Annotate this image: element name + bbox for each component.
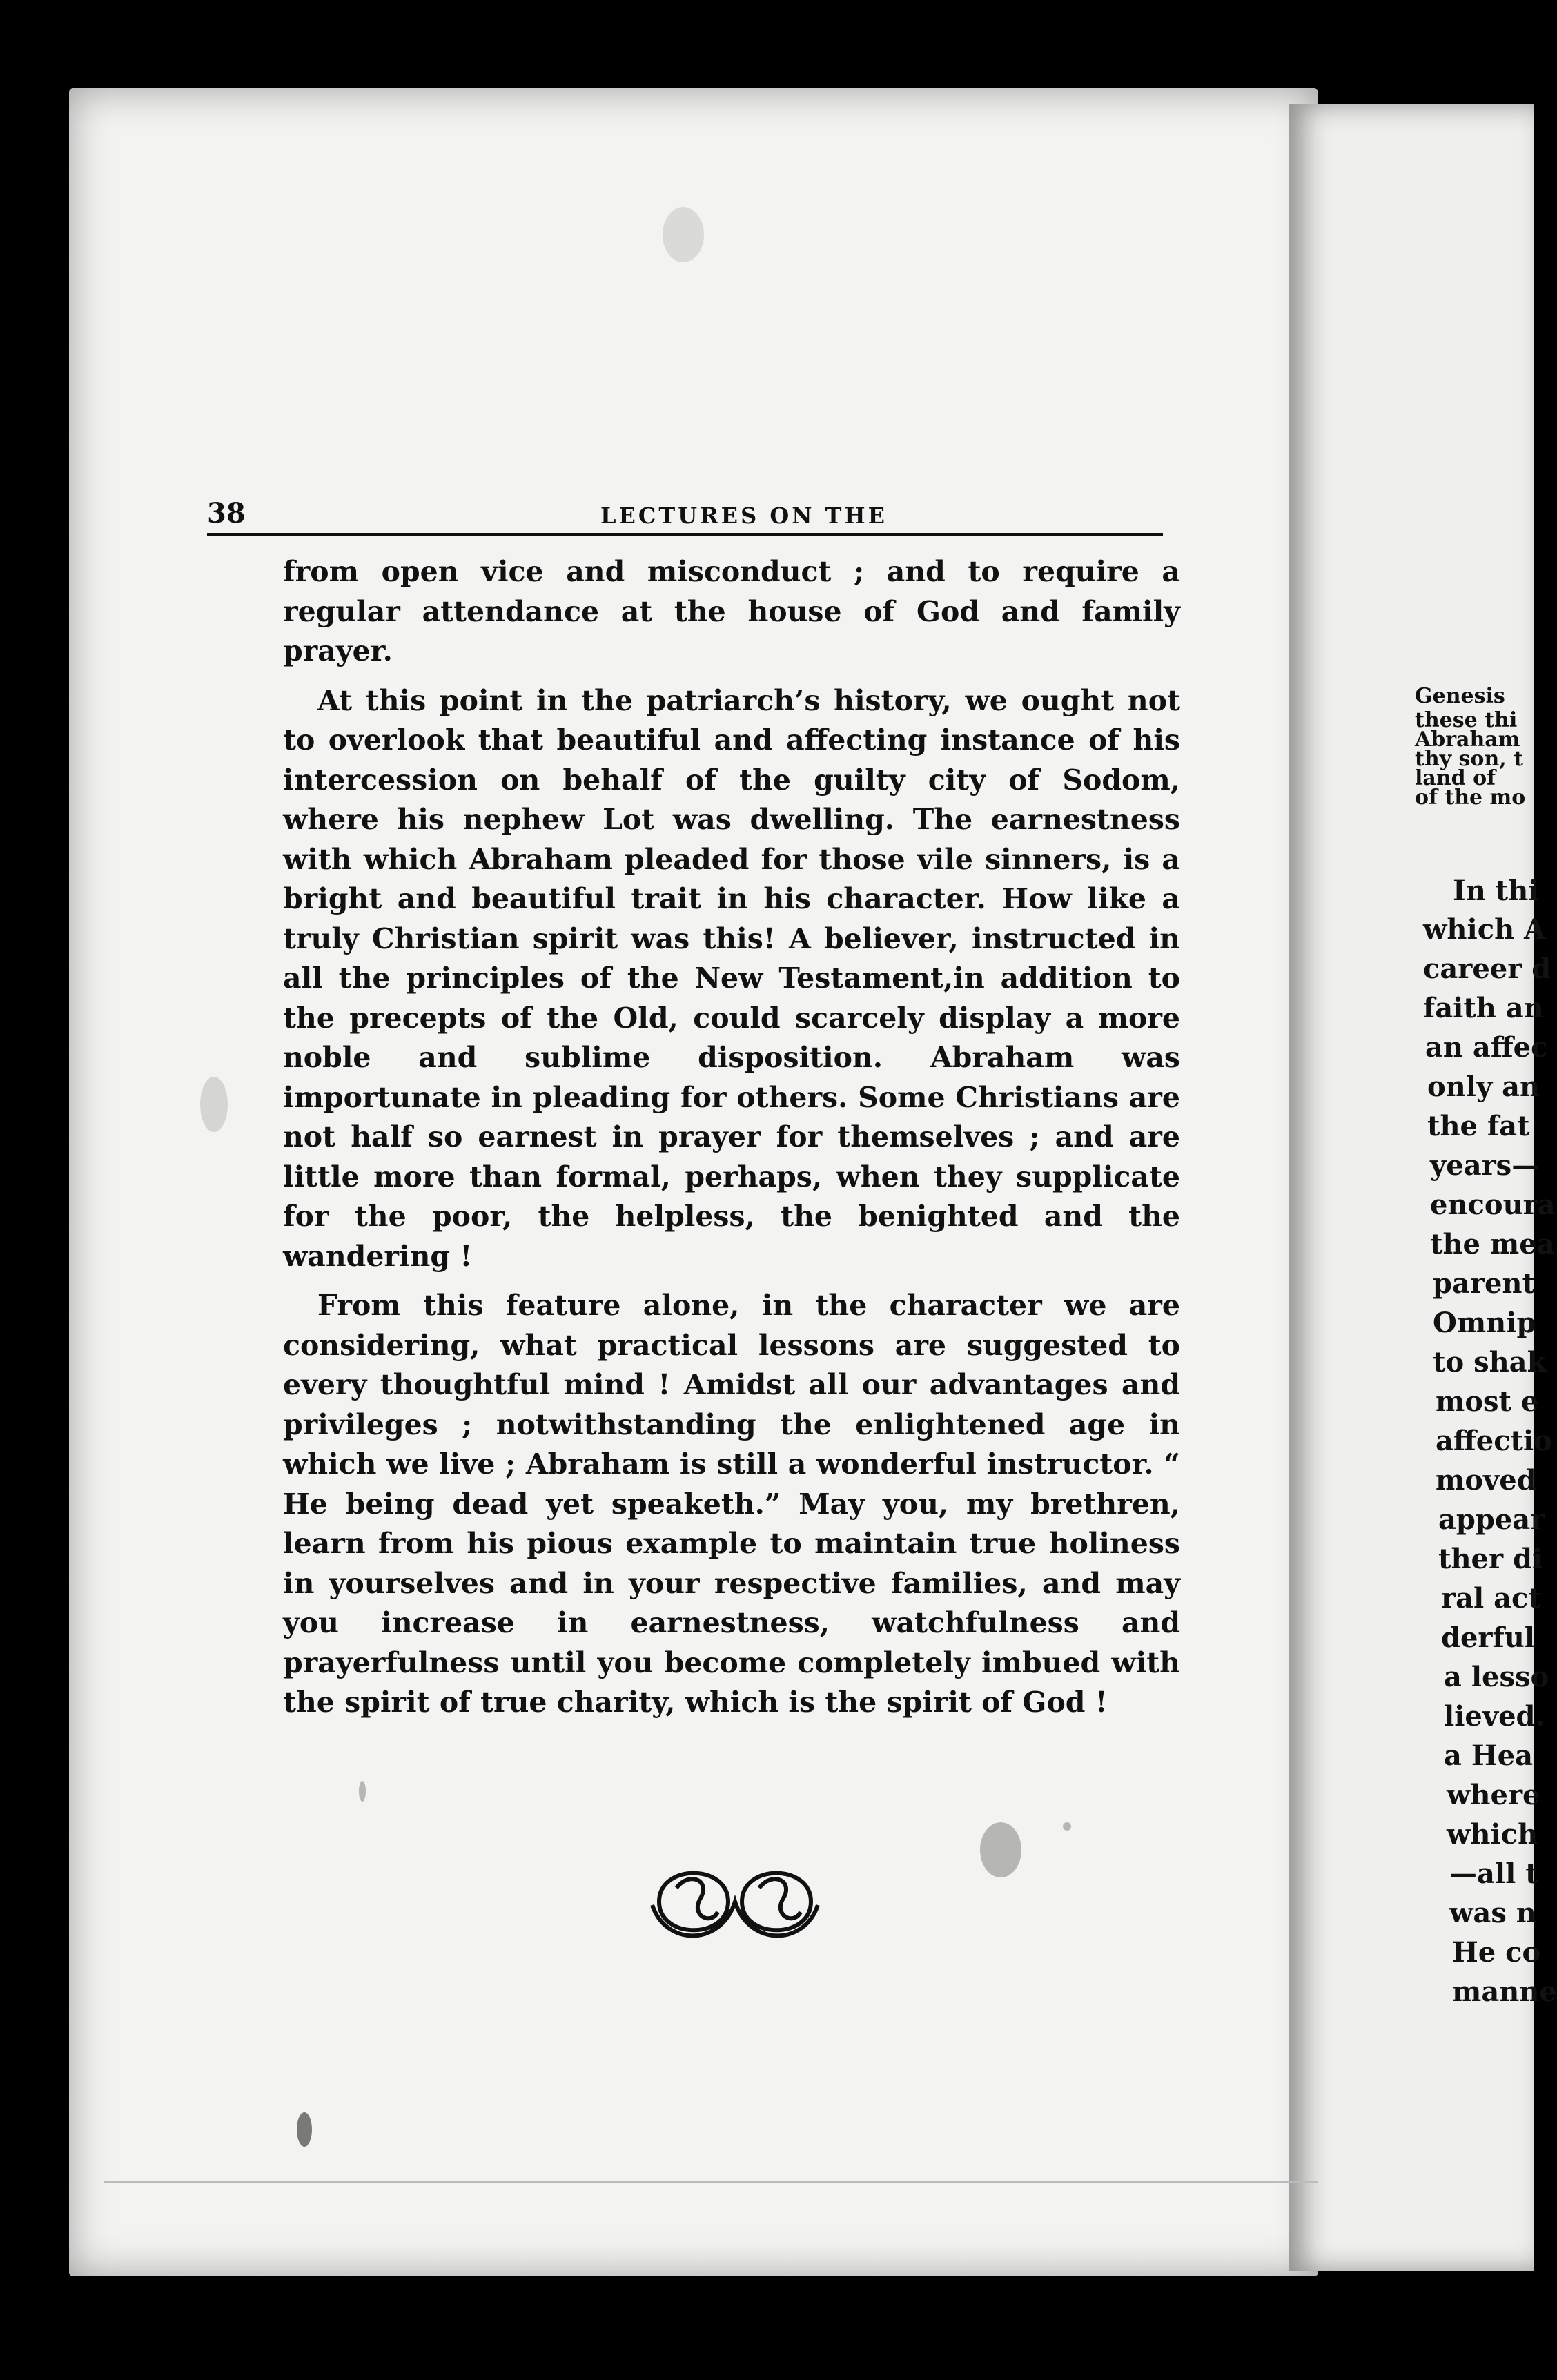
margin-fragment: career d (1423, 953, 1551, 985)
margin-fragment: to shak (1433, 1346, 1547, 1378)
margin-fragment: which (1447, 1818, 1538, 1851)
margin-fragment: land of (1415, 766, 1496, 790)
end-ornament (638, 1850, 832, 1953)
margin-fragment: In thi (1453, 875, 1539, 907)
ink-speck (297, 2112, 312, 2147)
margin-fragment: years— (1430, 1149, 1540, 1182)
margin-fragment: —all t (1449, 1857, 1538, 1890)
margin-fragment: only an (1427, 1071, 1540, 1103)
margin-fragment: was n (1449, 1897, 1536, 1929)
margin-fragment: manne (1452, 1976, 1557, 2008)
margin-fragment: these thi (1415, 708, 1518, 732)
margin-fragment: moved (1436, 1464, 1536, 1496)
ink-speck (980, 1822, 1021, 1877)
margin-fragment: He co (1452, 1936, 1541, 1969)
margin-fragment: lieved. (1444, 1700, 1545, 1733)
margin-fragment: thy son, t (1415, 747, 1524, 771)
margin-fragment: the fat (1427, 1110, 1530, 1142)
running-title: LECTURES ON THE (600, 503, 888, 529)
margin-fragment: faith an (1423, 992, 1544, 1024)
ink-speck (200, 1077, 228, 1132)
margin-fragment: encoura (1430, 1189, 1556, 1221)
ink-speck (663, 207, 704, 262)
margin-fragment: of the mo (1415, 786, 1526, 810)
margin-fragment: ther di (1438, 1543, 1543, 1575)
margin-fragment: ral act (1441, 1582, 1541, 1615)
margin-fragment: Abraham (1415, 728, 1520, 752)
margin-fragment: the mea (1430, 1228, 1555, 1260)
ink-speck (1063, 1822, 1071, 1831)
margin-fragment: where (1447, 1779, 1540, 1811)
paragraph: from open vice and misconduct ; and to require a regular attendance at the house of God and family prayer. (283, 555, 1180, 667)
margin-fragment: affectio (1436, 1425, 1552, 1457)
body-text (283, 552, 1180, 1723)
page-number: 38 (207, 497, 246, 529)
margin-fragment: appear (1438, 1503, 1545, 1536)
paragraph: From this feature alone, in the character we are considering, what practical lessons are suggested to every thoughtful mind ! Amidst all our advantages and privileges ; notwithstanding the enlightened age in which we live ; Abraham is still a wonderful instructor. “ He being dead yet speaketh.” May you, my brethren, learn from his pious example to maintain true holiness in yourselves and in your respective families, and may you increase in earnestness, watchfulness and prayerfulness until you become completely imbued with the spirit of true charity, which is the spirit of God ! (283, 1289, 1180, 1719)
margin-fragment: most e (1436, 1385, 1539, 1418)
margin-fragment: parent (1433, 1267, 1535, 1300)
margin-fragment: a lesso (1444, 1661, 1549, 1693)
margin-fragment: derful (1441, 1621, 1535, 1654)
margin-fragment: Omnip (1433, 1307, 1536, 1339)
margin-fragment: which A (1423, 913, 1546, 946)
page-header (207, 497, 1163, 538)
header-rule (207, 533, 1163, 536)
ink-speck (359, 1781, 366, 1802)
margin-fragment: a Hea (1444, 1739, 1534, 1772)
margin-fragment: an affec (1425, 1031, 1548, 1064)
margin-fragment: Genesis (1415, 684, 1505, 708)
page-fold-line (104, 2181, 1318, 2183)
paragraph: At this point in the patriarch’s history, we ought not to overlook that beautiful and affecting instance of his intercession on behalf of the guilty city of Sodom, where his nephew Lot was dwelling. The earnestness with which Abraham pleaded for those vile sinners, is a bright and beautiful trait in his character. How like a truly Christian spirit was this! A believer, instructed in all the principles of the New Testament,in addition to the precepts of the Old, could scarcely display a more noble and sublime disposition. Abraham was importunate in pleading for others. Some Christians are not half so earnest in prayer for themselves ; and are little more than formal, perhaps, when they supplicate for the poor, the helpless, the benighted and the wandering ! (283, 683, 1180, 1273)
